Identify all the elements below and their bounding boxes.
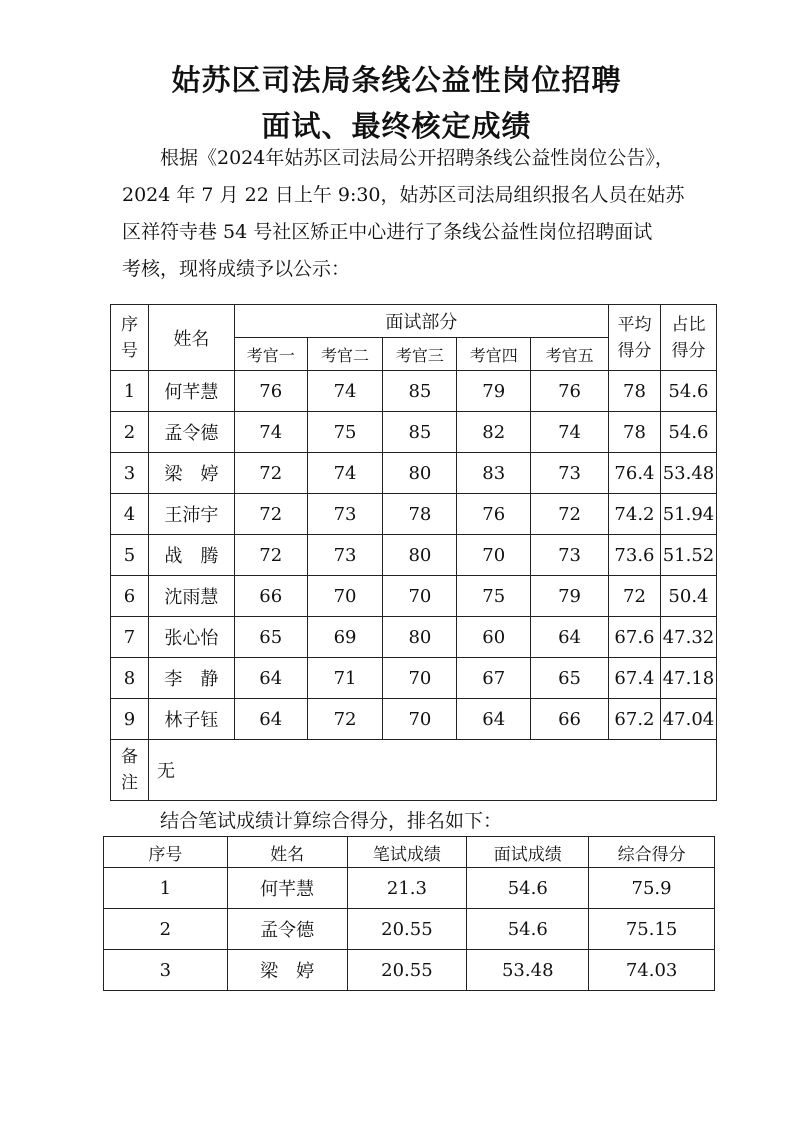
header-examiner: 考官二: [307, 338, 383, 371]
row-examiner-score: 75: [307, 412, 383, 453]
row-examiner-score: 64: [457, 699, 531, 740]
row-examiner-score: 85: [383, 371, 457, 412]
rank-interview-score: 54.6: [467, 868, 589, 909]
table-row: [111, 699, 717, 740]
row-examiner-score: 69: [307, 617, 383, 658]
row-examiner-score: 60: [457, 617, 531, 658]
row-examiner-score: 74: [307, 371, 383, 412]
table-row: [111, 658, 717, 699]
row-index: 9: [111, 699, 149, 740]
header-examiner: 考官五: [531, 338, 609, 371]
header-examiner: 考官四: [457, 338, 531, 371]
row-examiner-score: 70: [383, 699, 457, 740]
row-examiner-score: 83: [457, 453, 531, 494]
row-examiner-score: 75: [457, 576, 531, 617]
table-row: [111, 412, 717, 453]
header-interview-score: 面试成绩: [467, 837, 589, 868]
rank-name: 梁 婷: [227, 950, 347, 991]
header-weighted: 占比 得分: [660, 305, 716, 371]
row-examiner-score: 64: [234, 658, 307, 699]
page-title: 姑苏区司法局条线公益性岗位招聘: [171, 63, 622, 97]
row-index: 1: [111, 371, 149, 412]
row-average: 73.6: [608, 535, 660, 576]
row-weighted: 51.52: [660, 535, 716, 576]
row-examiner-score: 73: [307, 494, 383, 535]
table-row: [104, 909, 715, 950]
row-examiner-score: 72: [234, 494, 307, 535]
table-row: [104, 868, 715, 909]
row-weighted: 51.94: [660, 494, 716, 535]
row-name: 王沛宇: [148, 494, 234, 535]
intro-line: 区祥符寺巷 54 号社区矫正中心进行了条线公益性岗位招聘面试: [122, 221, 653, 243]
ranking-caption: 结合笔试成绩计算综合得分，排名如下：: [160, 810, 503, 832]
row-examiner-score: 79: [457, 371, 531, 412]
header-index: 序 号: [111, 305, 149, 371]
row-weighted: 53.48: [660, 453, 716, 494]
header-index: 序号: [104, 837, 228, 868]
row-name: 林子钰: [148, 699, 234, 740]
row-examiner-score: 76: [234, 371, 307, 412]
rank-total-score: 75.15: [589, 909, 715, 950]
row-name: 李 静: [148, 658, 234, 699]
row-weighted: 54.6: [660, 412, 716, 453]
page-subtitle: 面试、最终核定成绩: [261, 109, 532, 143]
row-examiner-score: 70: [383, 576, 457, 617]
row-examiner-score: 73: [531, 535, 609, 576]
row-examiner-score: 70: [307, 576, 383, 617]
row-examiner-score: 67: [457, 658, 531, 699]
row-index: 2: [111, 412, 149, 453]
row-examiner-score: 66: [531, 699, 609, 740]
row-examiner-score: 80: [383, 617, 457, 658]
row-examiner-score: 85: [383, 412, 457, 453]
table-row: [111, 371, 717, 412]
rank-written-score: 21.3: [347, 868, 467, 909]
header-written-score: 笔试成绩: [347, 837, 467, 868]
table-row: [111, 617, 717, 658]
row-examiner-score: 79: [531, 576, 609, 617]
row-examiner-score: 71: [307, 658, 383, 699]
rank-interview-score: 54.6: [467, 909, 589, 950]
row-weighted: 54.6: [660, 371, 716, 412]
intro-line: 根据《2024年姑苏区司法局公开招聘条线公益性岗位公告》，: [160, 147, 674, 169]
rank-name: 何芊慧: [227, 868, 347, 909]
row-average: 67.2: [608, 699, 660, 740]
header-name: 姓名: [148, 305, 234, 371]
row-examiner-score: 64: [234, 699, 307, 740]
row-name: 孟令德: [148, 412, 234, 453]
row-examiner-score: 74: [234, 412, 307, 453]
row-index: 3: [111, 453, 149, 494]
row-examiner-score: 65: [531, 658, 609, 699]
row-index: 5: [111, 535, 149, 576]
table-row: [111, 576, 717, 617]
row-examiner-score: 70: [383, 658, 457, 699]
row-examiner-score: 73: [307, 535, 383, 576]
row-examiner-score: 74: [307, 453, 383, 494]
row-examiner-score: 72: [234, 453, 307, 494]
header-examiner: 考官一: [234, 338, 307, 371]
row-weighted: 47.32: [660, 617, 716, 658]
intro-line: 考核，现将成绩予以公示：: [122, 258, 351, 280]
row-average: 78: [608, 371, 660, 412]
table-row: [111, 494, 717, 535]
rank-total-score: 75.9: [589, 868, 715, 909]
note-label: 备 注: [111, 740, 149, 801]
rank-index: 1: [104, 868, 228, 909]
row-average: 72: [608, 576, 660, 617]
table-row: [111, 453, 717, 494]
header-examiner: 考官三: [383, 338, 457, 371]
row-index: 8: [111, 658, 149, 699]
row-index: 6: [111, 576, 149, 617]
interview-score-table: [110, 304, 717, 801]
row-weighted: 47.04: [660, 699, 716, 740]
row-average: 78: [608, 412, 660, 453]
row-examiner-score: 76: [531, 371, 609, 412]
note-value: 无: [148, 740, 716, 801]
row-examiner-score: 72: [531, 494, 609, 535]
row-average: 67.6: [608, 617, 660, 658]
rank-total-score: 74.03: [589, 950, 715, 991]
row-name: 张心怡: [148, 617, 234, 658]
row-examiner-score: 73: [531, 453, 609, 494]
rank-written-score: 20.55: [347, 950, 467, 991]
row-examiner-score: 80: [383, 535, 457, 576]
row-examiner-score: 72: [234, 535, 307, 576]
row-examiner-score: 70: [457, 535, 531, 576]
rank-written-score: 20.55: [347, 909, 467, 950]
header-interview-group: 面试部分: [234, 305, 608, 338]
rank-interview-score: 53.48: [467, 950, 589, 991]
rank-index: 2: [104, 909, 228, 950]
intro-paragraph: [122, 140, 720, 288]
row-weighted: 50.4: [660, 576, 716, 617]
row-examiner-score: 76: [457, 494, 531, 535]
row-examiner-score: 78: [383, 494, 457, 535]
row-examiner-score: 66: [234, 576, 307, 617]
rank-name: 孟令德: [227, 909, 347, 950]
row-name: 梁 婷: [148, 453, 234, 494]
table-row: [104, 950, 715, 991]
row-examiner-score: 74: [531, 412, 609, 453]
row-examiner-score: 72: [307, 699, 383, 740]
row-examiner-score: 80: [383, 453, 457, 494]
row-name: 沈雨慧: [148, 576, 234, 617]
row-examiner-score: 64: [531, 617, 609, 658]
header-average: 平均 得分: [608, 305, 660, 371]
row-examiner-score: 65: [234, 617, 307, 658]
row-average: 76.4: [608, 453, 660, 494]
rank-index: 3: [104, 950, 228, 991]
row-examiner-score: 82: [457, 412, 531, 453]
intro-line: 2024 年 7 月 22 日上午 9:30，姑苏区司法局组织报名人员在姑苏: [122, 184, 685, 206]
row-name: 何芊慧: [148, 371, 234, 412]
row-weighted: 47.18: [660, 658, 716, 699]
row-index: 4: [111, 494, 149, 535]
row-name: 战 腾: [148, 535, 234, 576]
row-average: 74.2: [608, 494, 660, 535]
row-index: 7: [111, 617, 149, 658]
header-name: 姓名: [227, 837, 347, 868]
final-ranking-table: [103, 836, 715, 991]
row-average: 67.4: [608, 658, 660, 699]
table-row: [111, 535, 717, 576]
header-total-score: 综合得分: [589, 837, 715, 868]
